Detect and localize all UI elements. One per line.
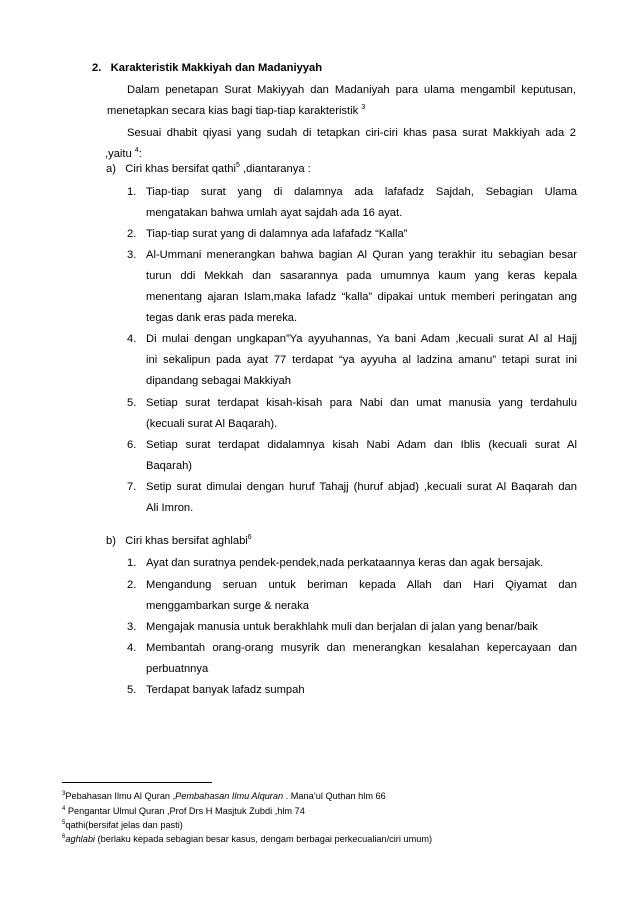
list-b-item-4-line-1: Membantah orang-orang musyrik dan menerangkan kesalahan kepercayaan dan: [146, 642, 577, 654]
intro-paragraph-2-line-1: Sesuai dhabit qiyasi yang sudah di tetapkan ciri-ciri khas pasa surat Makkiyah ada 2: [127, 127, 576, 139]
list-a-item-4-line-3: dipandang sebagai Makkiyah: [146, 375, 291, 387]
list-a-item-3-line-2: turun ddi Mekkah dan sasarannya pada umumnya kaum yang keras kepala: [146, 270, 577, 282]
footnote-3-number: 3: [62, 791, 66, 797]
list-a-item-1-line-1: Tiap-tiap surat yang di dalamnya ada lafafadz Sajdah, Sebagian Ulama: [146, 186, 577, 198]
section-a-title: Ciri khas bersifat qathi: [125, 163, 236, 175]
list-a-item-3-line-1: Al-Ummani menerangkan bahwa bagian Al Quran yang terakhir itu sebagian besar: [146, 249, 577, 261]
list-a-item-1-number: 1.: [127, 186, 137, 198]
footnote-6-number: 6: [62, 834, 66, 840]
footnote-3: $^3$Pebahasan Ilmu Al Quran ,Pembahasan Ilmu Alquran . Mana’ul Quthan hlm 66: [62, 791, 386, 801]
list-a-item-3-line-4: tegas dank eras pada mereka.: [146, 312, 298, 324]
footnote-6: $^6$aghlabi (berlaku kepada sebagian besar kasus, dengam berbagai perkecualian/ciri umum): [62, 834, 433, 844]
heading-title: Karakteristik Makkiyah dan Madaniyyah: [110, 62, 323, 74]
list-b-item-2-line-2: menggambarkan surge & neraka: [146, 600, 309, 612]
list-a-item-6-line-1: Setiap surat terdapat didalamnya kisah Nabi Adam dan Iblis (kecuali surat Al: [146, 439, 577, 451]
list-a-item-5-number: 5.: [127, 397, 137, 409]
list-a-item-6-line-2: Baqarah): [146, 460, 193, 472]
footnote-4: $^4$ Pengantar Ulmul Quran ,Prof Drs H Masjtuk Zubdi ,hlm 74: [62, 806, 305, 816]
list-a-item-7-number: 7.: [127, 481, 137, 493]
intro-paragraph-2-line-2: ,yaitu $^4$:: [105, 147, 142, 160]
list-b-item-1-number: 1.: [127, 557, 137, 569]
list-a-item-6-number: 6.: [127, 439, 137, 451]
section-a-marker: a): [106, 163, 116, 175]
list-a-item-5-line-2: (kecuali surat Al Baqarah).: [146, 418, 278, 430]
list-a-item-7-line-2: Ali Imron.: [146, 502, 194, 514]
footnote-separator: [62, 782, 212, 783]
list-a-item-4-number: 4.: [127, 333, 137, 345]
footnote-5: $^5$qathi(bersifat jelas dan pasti): [62, 820, 183, 830]
footnote-ref-6: 6: [247, 534, 252, 541]
section-b-title: Ciri khas bersifat aghlabi: [125, 535, 248, 547]
section-b-header: [106, 534, 252, 548]
footnote-5-number: 5: [62, 820, 66, 826]
list-b-item-2-line-1: Mengandung seruan untuk beriman kepada Allah dan Hari Qiyamat dan: [146, 579, 577, 591]
list-a-item-3-line-3: menentang ajaran Islam,maka lafadz “kalla” dipakai untuk memberi peringatan ang: [146, 291, 577, 303]
intro-paragraph-1-line-2: menetapkan secara kias bagi tiap-tiap karakteristik $^3$: [107, 104, 366, 117]
list-a-item-3-number: 3.: [127, 249, 137, 261]
list-b-item-5-number: 5.: [127, 684, 137, 696]
footnote-ref-5: 5: [235, 162, 240, 169]
list-b-item-3-line-1: Mengajak manusia untuk berakhlahk muli dan berjalan di jalan yang benar/baik: [146, 621, 538, 633]
section-b-marker: b): [106, 535, 116, 547]
list-a-item-4-line-2: ini sekalipun pada ayat 77 terdapat “ya ayyuha al ladzina amanu” tetapi surat ini: [146, 354, 577, 366]
list-a-item-4-line-1: Di mulai dengan ungkapan”Ya ayyuhannas, Ya bani Adam ,kecuali surat Al al Hajj: [146, 333, 577, 345]
footnote-ref-3: 3: [361, 104, 366, 111]
footnote-ref-4: 4: [134, 147, 139, 154]
heading-number: 2.: [92, 62, 102, 74]
list-b-item-4-number: 4.: [127, 642, 137, 654]
list-b-item-2-number: 2.: [127, 579, 137, 591]
section-heading: [92, 61, 322, 75]
list-b-item-1-line-1: Ayat dan suratnya pendek-pendek,nada perkataannya keras dan agak bersajak.: [146, 557, 544, 569]
list-a-item-1-line-2: mengatakan bahwa umlah ayat sajdah ada 16 ayat.: [146, 207, 403, 219]
list-a-item-5-line-1: Setiap surat terdapat kisah-kisah para Nabi dan umat manusia yang terdahulu: [146, 397, 577, 409]
list-a-item-2-number: 2.: [127, 228, 137, 240]
list-b-item-3-number: 3.: [127, 621, 137, 633]
section-a-header: a) Ciri khas bersifat qathi$^5$ ,diantaranya :: [106, 162, 311, 175]
intro-paragraph-1-line-1: Dalam penetapan Surat Makiyyah dan Madaniyah para ulama mengambil keputusan,: [127, 84, 576, 96]
list-a-item-2-line-1: Tiap-tiap surat yang di dalamnya ada lafafadz “Kalla”: [146, 228, 408, 240]
list-b-item-4-line-2: perbuatnnya: [146, 663, 209, 675]
list-b-item-5-line-1: Terdapat banyak lafadz sumpah: [146, 684, 305, 696]
list-a-item-7-line-1: Setip surat dimulai dengan huruf Tahajj (huruf abjad) ,kecuali surat Al Baqarah dan: [146, 481, 577, 493]
footnote-4-number: 4: [62, 806, 66, 812]
